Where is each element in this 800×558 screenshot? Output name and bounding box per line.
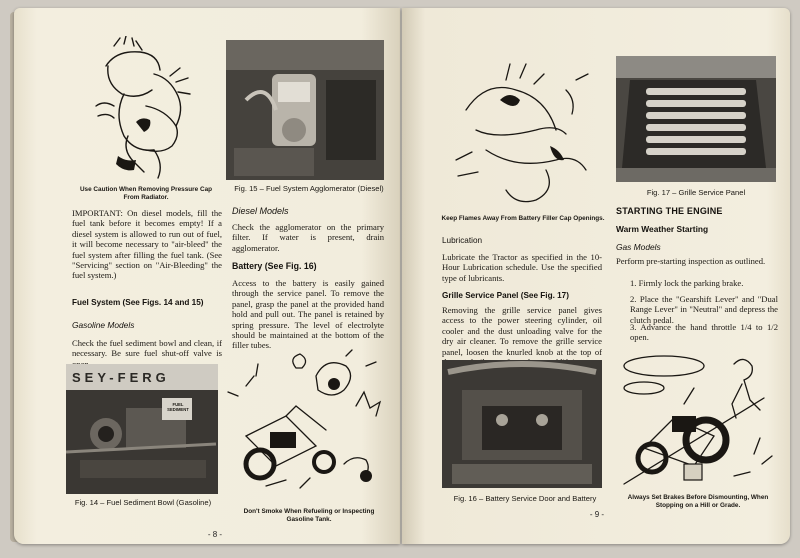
fig17-photo [616,56,776,182]
left-page [14,8,400,544]
warm-weather-heading: Warm Weather Starting [616,224,709,234]
page-number-left: - 8 - [207,530,223,539]
fig14-label-text: FUEL SEDIMENT [167,402,189,412]
radiator-cartoon [84,36,204,184]
fuel-system-heading: Fuel System (See Figs. 14 and 15) [72,298,204,307]
diesel-models-heading: Diesel Models [232,206,289,216]
gasoline-models-heading: Gasoline Models [72,320,135,330]
flames-cartoon [446,50,606,210]
right-page [402,8,790,544]
lubrication-text: Lubricate the Tractor as specified in the 10-Hour Lubrication schedule. Use the specified type of lubricants. [442,252,602,283]
battery-heading: Battery (See Fig. 16) [232,261,317,271]
page-number-right: - 9 - [589,510,605,519]
fig16-caption: Fig. 16 – Battery Service Door and Battery [453,494,597,503]
fig16-photo [442,360,602,488]
gasoline-models-text: Check the fuel sediment bowl and clean, if necessary. Be sure fuel shut-off valve is [72,338,222,359]
smoking-caption: Don't Smoke When Refueling or Inspecting Gasoline Tank. [243,508,375,523]
fig14-photo [66,364,218,494]
grille-text: Removing the grille service panel gives access to the power steering cylinder, oil cooler and the dust unloading valve for the dry air cleaner. To remove the grille service panel, loosen the knurled knob at the top of [442,305,602,357]
brakes-cartoon [614,344,776,488]
gas-models-text: Perform pre-starting inspection as outlined. [616,256,766,266]
flames-caption: Keep Flames Away From Battery Filler Cap Openings. [441,215,605,222]
diesel-models-text: Check the agglomerator on the primary filter. If water is present, drain agglomerator. [232,222,384,253]
fig15-caption: Fig. 15 – Fuel System Agglomerator (Diesel) [234,184,384,193]
step-3: 3. Advance the hand throttle 1/4 to 1/2 open. [630,322,778,343]
fig14-sign-text: SEY-FERG [72,370,170,385]
fig15-photo [226,40,384,180]
grille-heading: Grille Service Panel (See Fig. 17) [442,291,569,300]
brakes-caption: Always Set Brakes Before Dismounting, When Stopping on a Hill or Grade. [627,494,769,509]
step-1: 1. Firmly lock the parking brake. [630,278,744,288]
lubrication-heading: Lubrication [442,236,483,245]
smoking-cartoon [226,346,388,506]
step-2: 2. Place the "Gearshift Lever" and "Dual Range Lever" in "Neutral" and depress the clutch pedal. [630,294,778,325]
radiator-caption: Use Caution When Removing Pressure Cap From Radiator. [79,186,213,201]
important-note: IMPORTANT: On diesel models, fill the fuel tank before it becomes empty! If a diesel system is allowed to run out of fuel, it will become necessary to "air-bleed" the fuel system after filling the fuel tank. (See "Servicing" section on "Air-Bleeding" the fuel system.) [72,208,222,281]
battery-text: Access to the battery is easily gained through the service panel. To remove the panel, grasp the panel at the provided hand hold and pull out. The panel is retained by spring pressure. The level of electrolyte should be maintained at the bottom of the filler tubes. [232,278,384,351]
starting-engine-heading: STARTING THE ENGINE [616,206,723,216]
fig14-caption: Fig. 14 – Fuel Sediment Bowl (Gasoline) [74,498,212,507]
gas-models-heading: Gas Models [616,242,661,252]
booklet-spread [10,8,792,550]
fig17-caption: Fig. 17 – Grille Service Panel [646,188,746,197]
